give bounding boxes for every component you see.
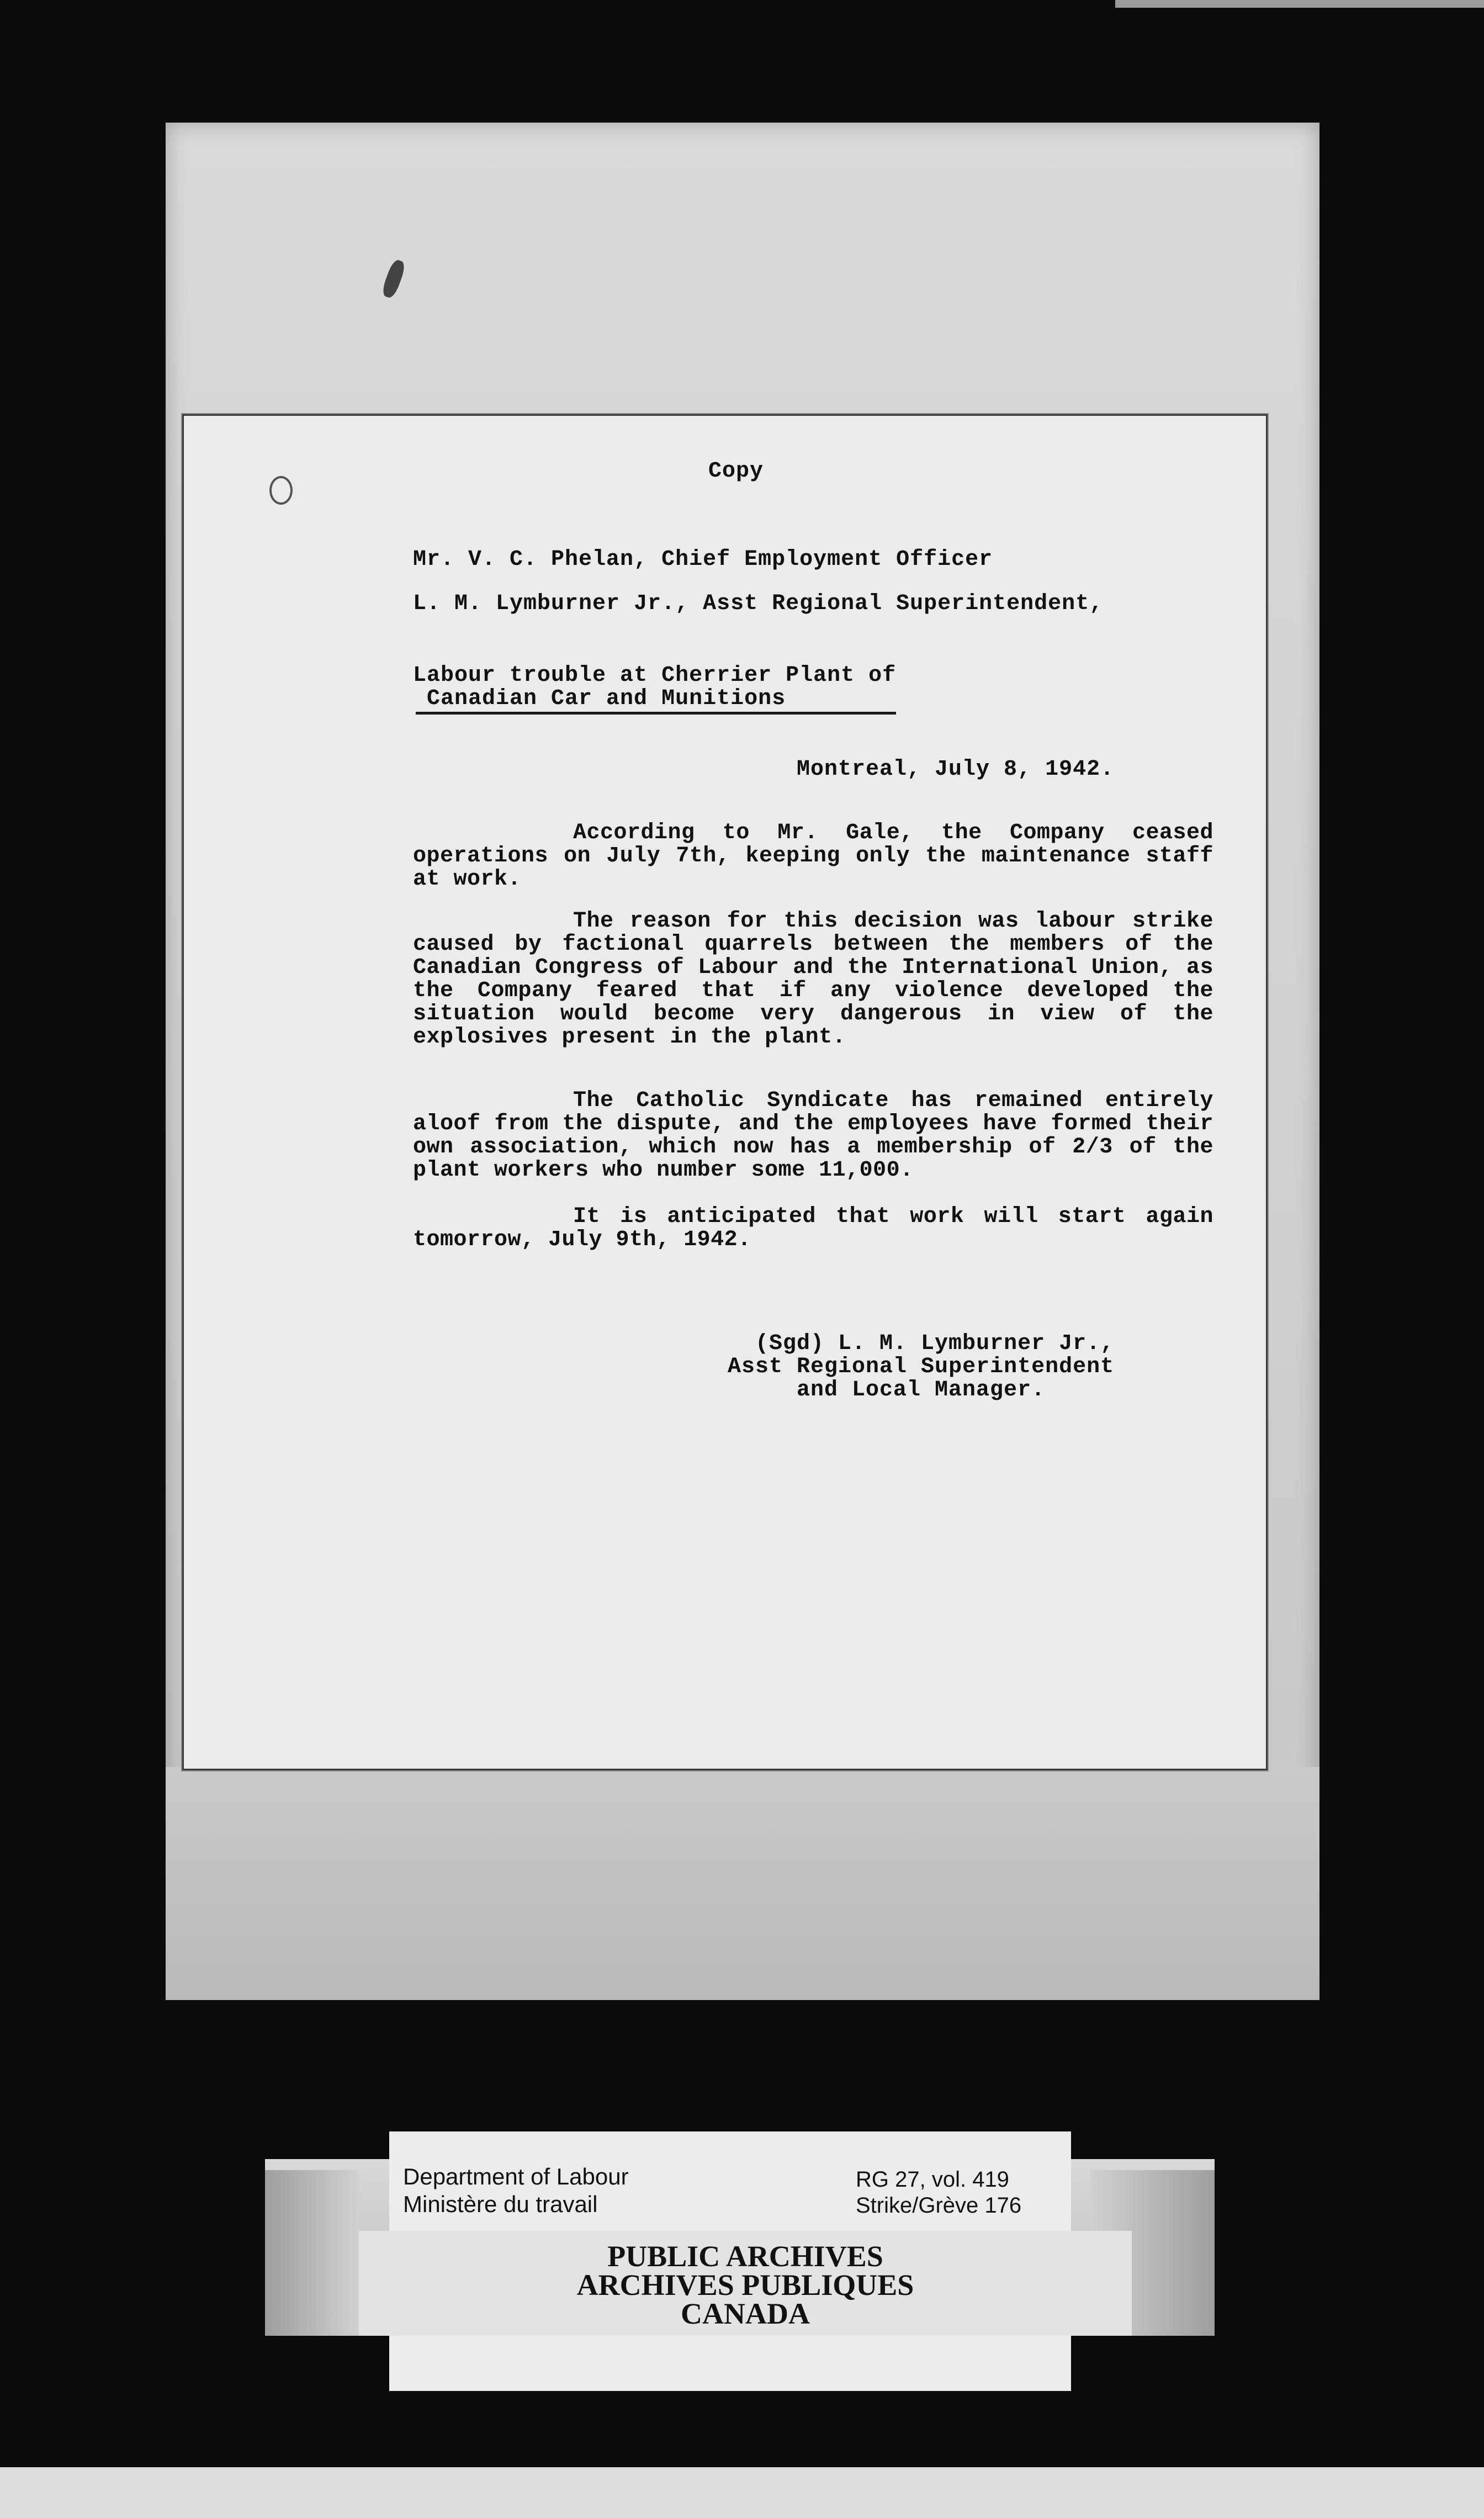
folder-backing-lower: [166, 1767, 1319, 2000]
hole-punch-mark: [269, 476, 293, 505]
subject-underline: [416, 712, 896, 715]
paragraph-2: The reason for this decision was labour strike caused by factional quarrels between the members of the Canadian Congress of Labour and the International Union, as the Company feared that if any violence developed the situation would become very dangerous in view of the explosives present in the plant.: [413, 909, 1213, 1050]
stamp-line-3: CANADA: [681, 2297, 810, 2330]
paragraph-1: According to Mr. Gale, the Company ceased operations on July 7th, keeping only the maintenance staff at work.: [413, 821, 1213, 892]
file-number: Strike/Grève 176: [856, 2193, 1022, 2218]
signature-line-3: and Local Manager.: [797, 1378, 1046, 1403]
department-french: Ministère du travail: [403, 2191, 598, 2217]
archives-stamp: [386, 2242, 1104, 2328]
paragraph-3: The Catholic Syndicate has remained entirely aloof from the dispute, and the employees have formed their own association, which now has a membership of 2/3 of the plant workers who number some 11,000.: [413, 1088, 1213, 1183]
stamp-line-1: PUBLIC ARCHIVES: [607, 2240, 883, 2273]
film-bottom-edge: [0, 2467, 1484, 2518]
typed-letter: [182, 414, 1268, 1770]
subject-line-2: Canadian Car and Munitions: [427, 686, 786, 711]
subject-line-1: Labour trouble at Cherrier Plant of: [413, 663, 897, 688]
sender-line: L. M. Lymburner Jr., Asst Regional Superintendent,: [413, 591, 1104, 616]
record-group-reference: RG 27, vol. 419: [856, 2167, 1009, 2192]
label-tab-left: [265, 2170, 359, 2336]
recipient-line: Mr. V. C. Phelan, Chief Employment Officer: [413, 547, 993, 572]
signature-line-1: (Sgd) L. M. Lymburner Jr.,: [755, 1331, 1115, 1356]
department-english: Department of Labour: [403, 2163, 629, 2189]
signature-line-2: Asst Regional Superintendent: [728, 1355, 1115, 1379]
film-edge-strip: [1115, 0, 1484, 8]
letter-title: Copy: [708, 459, 764, 484]
stamp-line-2: ARCHIVES PUBLIQUES: [576, 2268, 914, 2302]
paragraph-4: It is anticipated that work will start again tomorrow, July 9th, 1942.: [413, 1204, 1213, 1252]
dateline: Montreal, July 8, 1942.: [797, 757, 1115, 782]
